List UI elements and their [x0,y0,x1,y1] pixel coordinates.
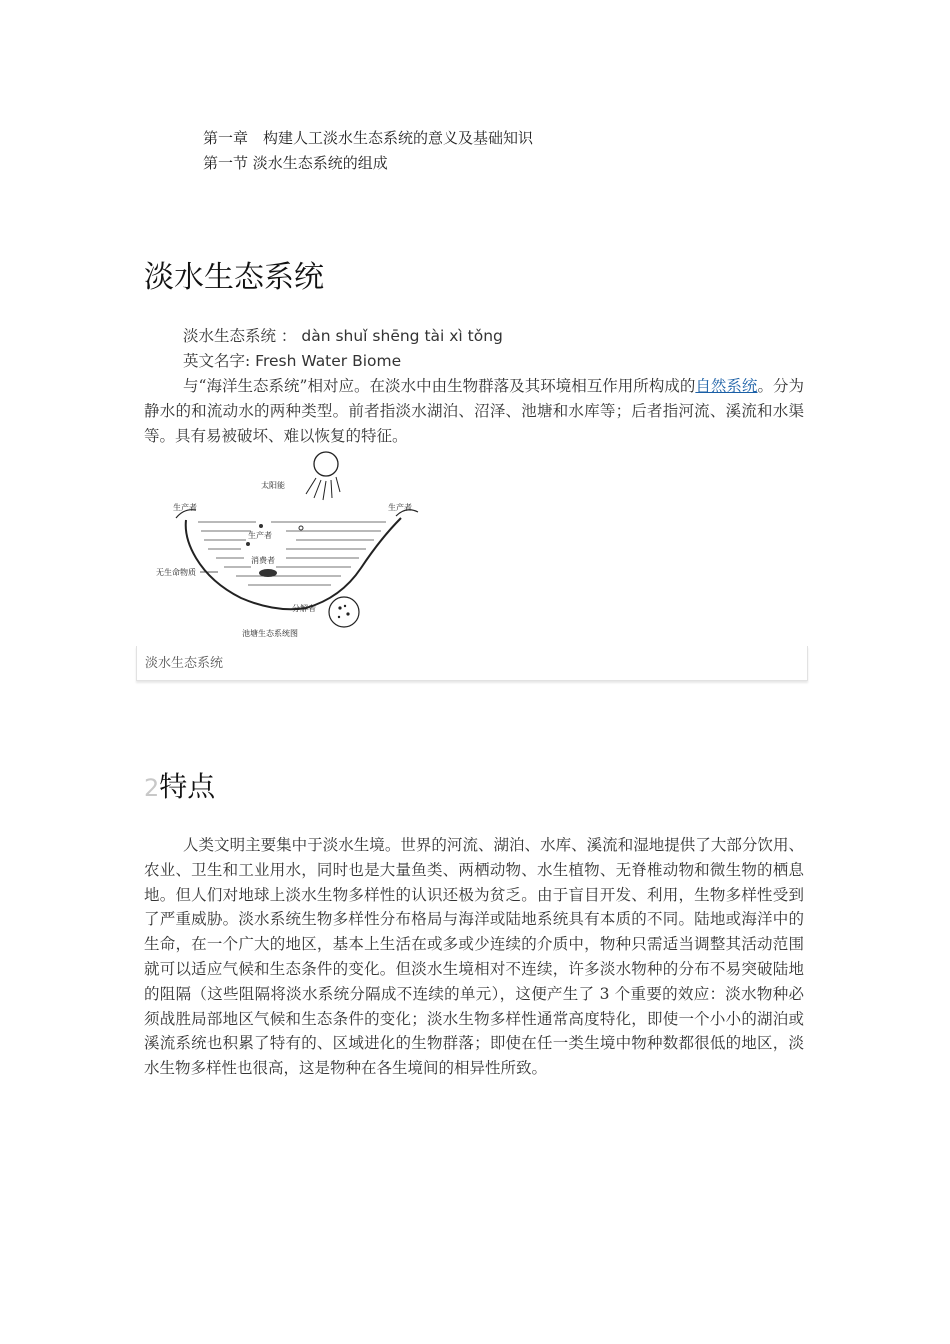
definition-text-1: 与“海洋生态系统”相对应。在淡水中由生物群落及其环境相互作用所构成的 [183,377,696,395]
pinyin-line [183,324,503,348]
section-heading [144,768,215,807]
figure-title-label: 池塘生态系统图 [242,629,298,638]
characteristics-paragraph: 人类文明主要集中于淡水生境。世界的河流、湖泊、水库、溪流和湿地提供了大部分饮用、农业、卫生和工业用水，同时也是大量鱼类、两栖动物、水生植物、无脊椎动物和微生物的栖息地。但人们对地球上淡水生物多样性的认识还极为贫乏。由于盲目开发、利用，生物多样性受到了严重威胁。淡水系统生物多样性分布格局与海洋或陆地系统具有本质的不同。陆地或海洋中的生命，在一个广大的地区，基本上生活在或多或少连续的介质中，物种只需适当调整其活动范围就可以适应气候和生态条件的变化。但淡水生境相对不连续，许多淡水物种的分布不易突破陆地的阻隔（这些阻隔将淡水系统分隔成不连续的单元），这便产生了 3 个重要的效应：淡水物种必须战胜局部地区气候和生态条件的变化；淡水生物多样性通常高度特化，即使一个小小的湖泊或溪流系统也积累了特有的、区域进化的生物群落；即使在任一类生境中物种数都很低的地区，淡水生物多样性也很高，这是物种在各生境间的相异性所致。 [144,836,804,1078]
natural-system-link[interactable]: 自然系统 [695,377,758,395]
pinyin-value: dàn shuǐ shēng tài xì tǒng [301,327,503,345]
figure-caption: 淡水生态系统 [145,656,224,671]
english-name-line [183,349,401,373]
producer-right-label: 生产者 [388,503,412,512]
pond-ecosystem-diagram [156,448,446,646]
sun-energy-label: 太阳能 [261,481,285,490]
definition-paragraph [144,374,804,448]
decomposer-label: 分解者 [292,604,316,613]
section-heading-text: 特点 [159,770,216,803]
producer-mid-label: 生产者 [248,531,272,540]
caption-box [136,646,808,681]
chapter-title: 第一章 构建人工淡水生态系统的意义及基础知识 [203,129,534,147]
english-value: Fresh Water Biome [255,352,402,370]
fish-icon [259,569,277,577]
producer-left-label: 生产者 [173,503,197,512]
consumer-label: 消费者 [251,556,275,565]
pinyin-label: 淡水生态系统 ： [183,327,297,345]
english-label: 英文名字: [183,352,251,370]
section-title: 第一节 淡水生态系统的组成 [203,154,388,172]
pond-basin-outline [186,518,401,609]
sun-rays [306,477,340,500]
section-number: 2 [144,774,160,802]
sun-icon [314,452,338,476]
decomposer-circle [329,597,359,627]
definition-text-2: 。分为静水的和流动水的两种类型。前者指淡水湖泊、沼泽、池塘和水库等；后者指河流、溪流和水渠等。具有易被破坏、难以恢复的特征。 [144,377,804,445]
entry-heading: 淡水生态系统 [144,260,324,295]
pond-ecosystem-figure [136,448,806,681]
abiotic-matter-label: 无生命物质 [156,568,196,577]
water-lines [198,522,386,585]
